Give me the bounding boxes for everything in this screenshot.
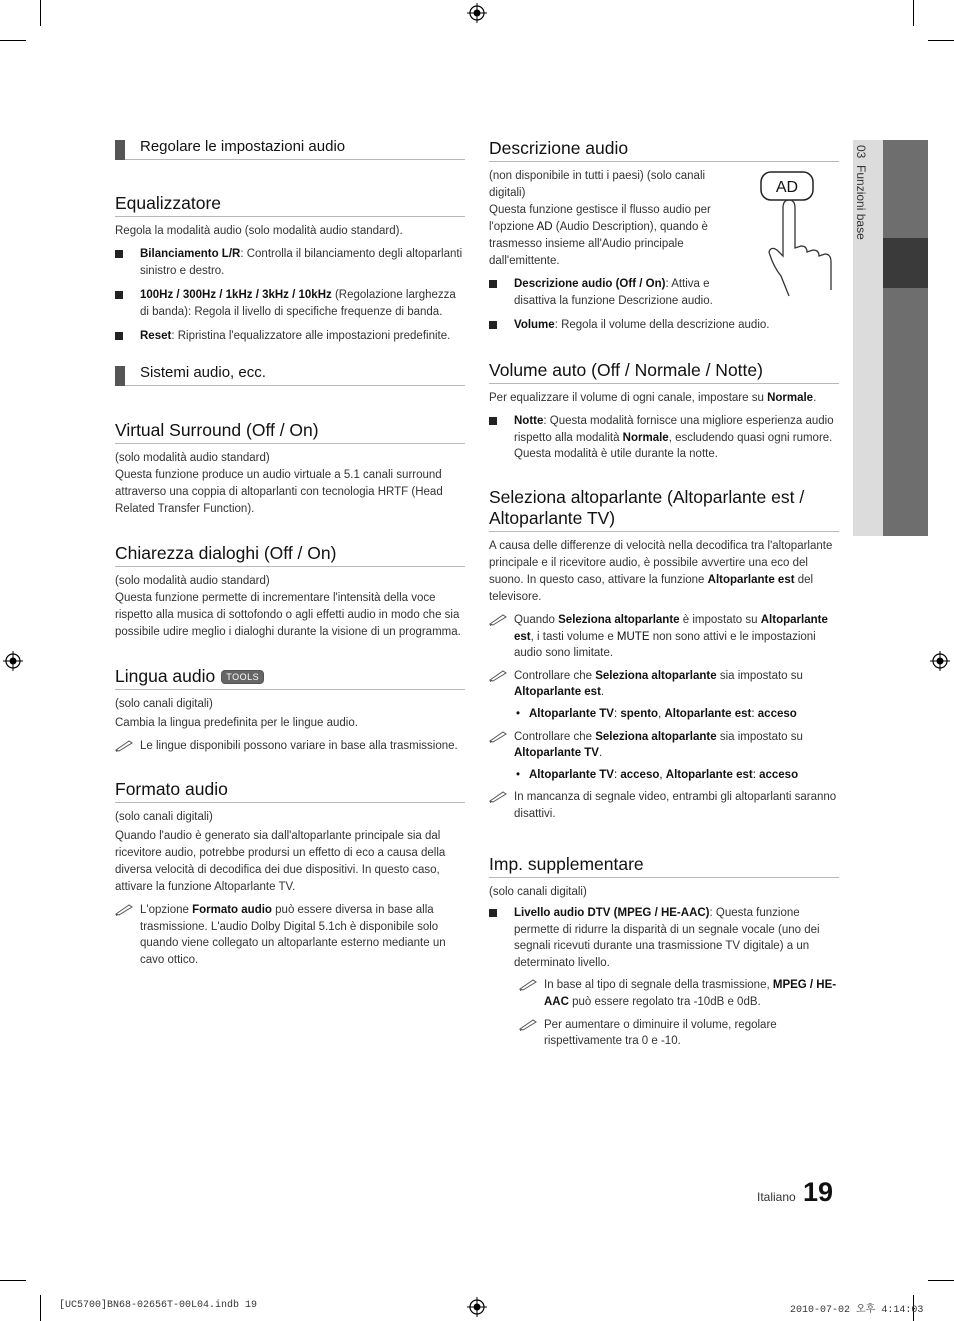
print-file-info: [UC5700]BN68-02656T-00L04.indb 19 <box>59 1300 258 1311</box>
crop-mark <box>40 1295 41 1321</box>
ad-remote-hand-icon <box>759 170 839 300</box>
section-formato-audio <box>115 779 465 968</box>
section-lingua-audio <box>115 666 465 755</box>
section-text: Questa funzione permette di incrementare l'intensità della voce rispetto alla musica di sottofondo o agli effetti audio in modo che sia possibile udire meglio i dialoghi durante la visione di un programma. <box>115 592 461 638</box>
note-pencil-icon <box>489 789 507 803</box>
chapter-title: Funzioni base <box>854 165 868 240</box>
section-title: Volume auto (Off / Normale / Notte) <box>489 360 839 384</box>
registration-mark-icon <box>467 1297 487 1317</box>
section-text: Questa funzione gestisce il flusso audio per l'opzione AD (Audio Description), quando è trasmesso insieme all'Audio principale dall'emittente. <box>489 204 711 267</box>
section-text: Quando l'audio è generato sia dall'altoparlante principale sia dal ricevitore audio, potrebbe prodursi un effetto di eco a causa della diversa velocità di decodifica dei due dispositivi. In questo caso, attivare la funzione Altoparlante TV. <box>115 830 446 893</box>
section-title: Descrizione audio <box>489 138 839 162</box>
section-volume-auto <box>489 360 839 463</box>
chapter-label <box>854 145 868 240</box>
crop-mark <box>0 1280 26 1281</box>
note-pencil-icon <box>489 729 507 743</box>
section-note: (solo modalità audio standard) <box>115 452 270 464</box>
section-title: Lingua audio TOOLS <box>115 666 465 690</box>
section-chiarezza <box>115 543 465 641</box>
chapter-tab-active <box>883 238 928 288</box>
note-formato: L'opzione Formato audio può essere diversa in base alla trasmissione. L'audio Dolby Digital 5.1ch è disponibile solo quando viene collegato un altoparlante esterno mediante un cavo ottico. <box>115 902 465 968</box>
section-text: A causa delle differenze di velocità nella decodifica tra l'altoparlante principale e il ricevitore audio, è possibile avvertire una eco del suono. In questo caso, attivare la funzione Altoparlante est del televisore. <box>489 540 833 603</box>
section-intro: Regola la modalità audio (solo modalità audio standard). <box>115 225 403 237</box>
section-title: Imp. supplementare <box>489 854 839 878</box>
note-pencil-icon <box>489 668 507 682</box>
chapter-tab-strip <box>883 140 928 536</box>
note-mute: Quando Seleziona altoparlante è impostato su Altoparlante est, i tasti volume e MUTE non sono attivi e le impostazioni audio sono limitate. <box>489 612 839 662</box>
section-note: (non disponibile in tutti i paesi) (solo canali digitali) <box>489 170 706 199</box>
bullet-frequenze: 100Hz / 300Hz / 1kHz / 3kHz / 10kHz (Regolazione larghezza di banda): Regola il livello di specifiche frequenze di banda. <box>115 287 465 320</box>
bullet-volume: Volume: Regola il volume della descrizione audio. <box>489 317 839 334</box>
note-pencil-icon <box>519 977 537 991</box>
note-pencil-icon <box>115 902 133 916</box>
ad-button-label: AD <box>775 179 799 196</box>
section-title: Seleziona altoparlante (Altoparlante est / Altoparlante TV) <box>489 487 839 532</box>
subhead-sistemi <box>115 364 465 386</box>
subhead-text: Regolare le impostazioni audio <box>140 138 346 155</box>
section-text: Cambia la lingua predefinita per le lingue audio. <box>115 717 358 729</box>
registration-mark-icon <box>930 651 950 671</box>
section-title: Equalizzatore <box>115 193 465 217</box>
note-altoparlante-tv: Controllare che Seleziona altoparlante sia impostato su Altoparlante TV. <box>489 729 839 762</box>
crop-mark <box>40 0 41 26</box>
crop-mark <box>0 40 26 41</box>
chapter-number: 03 <box>854 145 868 159</box>
section-title: Chiarezza dialoghi (Off / On) <box>115 543 465 567</box>
note-segnale-video: In mancanza di segnale video, entrambi gli altoparlanti saranno disattivi. <box>489 789 839 822</box>
state-line-2: • Altoparlante TV: acceso, Altoparlante est: acceso <box>516 768 799 781</box>
subhead-text: Sistemi audio, ecc. <box>140 364 266 381</box>
note-pencil-icon <box>115 738 133 752</box>
state-line-1: • Altoparlante TV: spento, Altoparlante est: acceso <box>516 707 797 720</box>
crop-mark <box>913 0 914 26</box>
section-title: Formato audio <box>115 779 465 803</box>
section-text: Per equalizzare il volume di ogni canale, impostare su Normale. <box>489 392 817 404</box>
page-number: 19 <box>803 1177 834 1207</box>
section-note: (solo canali digitali) <box>115 698 213 710</box>
crop-mark <box>928 40 954 41</box>
section-imp-supplementare <box>489 854 839 1050</box>
section-descrizione-audio <box>489 138 839 334</box>
print-date-info: 2010-07-02 오후 4:14:03 <box>790 1305 924 1316</box>
note-altoparlante-est: Controllare che Seleziona altoparlante sia impostato su Altoparlante est. <box>489 668 839 701</box>
section-note: (solo canali digitali) <box>489 886 587 898</box>
section-seleziona-altoparlante <box>489 487 839 823</box>
note-pencil-icon <box>519 1017 537 1031</box>
crop-mark <box>928 1280 954 1281</box>
note-mpeg: In base al tipo di segnale della trasmissione, MPEG / HE-AAC può essere regolato tra -10dB e 0dB. <box>519 977 839 1010</box>
bullet-reset: Reset: Ripristina l'equalizzatore alle impostazioni predefinite. <box>115 328 465 345</box>
footer-language: Italiano <box>757 1190 796 1204</box>
tools-badge: TOOLS <box>221 670 264 684</box>
note-lingue: Le lingue disponibili possono variare in base alla trasmissione. <box>115 738 465 755</box>
section-note: (solo canali digitali) <box>115 811 213 823</box>
note-pencil-icon <box>489 612 507 626</box>
registration-mark-icon <box>467 3 487 23</box>
note-regolare-volume: Per aumentare o diminuire il volume, regolare rispettivamente tra 0 e -10. <box>519 1017 839 1050</box>
bullet-livello-dtv: Livello audio DTV (MPEG / HE-AAC): Questa funzione permette di ridurre la disparità di un segnale vocale (uno dei segnali ricevuti durante una trasmissione TV digitale) a un determinato livello. <box>489 905 839 971</box>
bullet-bilanciamento: Bilanciamento L/R: Controlla il bilanciamento degli altoparlanti sinistro e destro. <box>115 246 465 279</box>
subhead-regolare <box>115 138 465 160</box>
registration-mark-icon <box>3 651 23 671</box>
bullet-notte: Notte: Questa modalità fornisce una migliore esperienza audio rispetto alla modalità Normale, escludendo quasi ogni rumore. Questa modalità è utile durante la notte. <box>489 413 839 463</box>
bullet-descrizione: Descrizione audio (Off / On): Attiva e disattiva la funzione Descrizione audio. <box>489 276 754 309</box>
section-equalizzatore <box>115 193 465 345</box>
section-note: (solo modalità audio standard) <box>115 575 270 587</box>
section-text: Questa funzione produce un audio virtuale a 5.1 canali surround attraverso una coppia di altoparlanti con tecnologia HRTF (Head Related Transfer Function). <box>115 469 443 515</box>
section-title: Virtual Surround (Off / On) <box>115 420 465 444</box>
section-virtual-surround <box>115 420 465 518</box>
